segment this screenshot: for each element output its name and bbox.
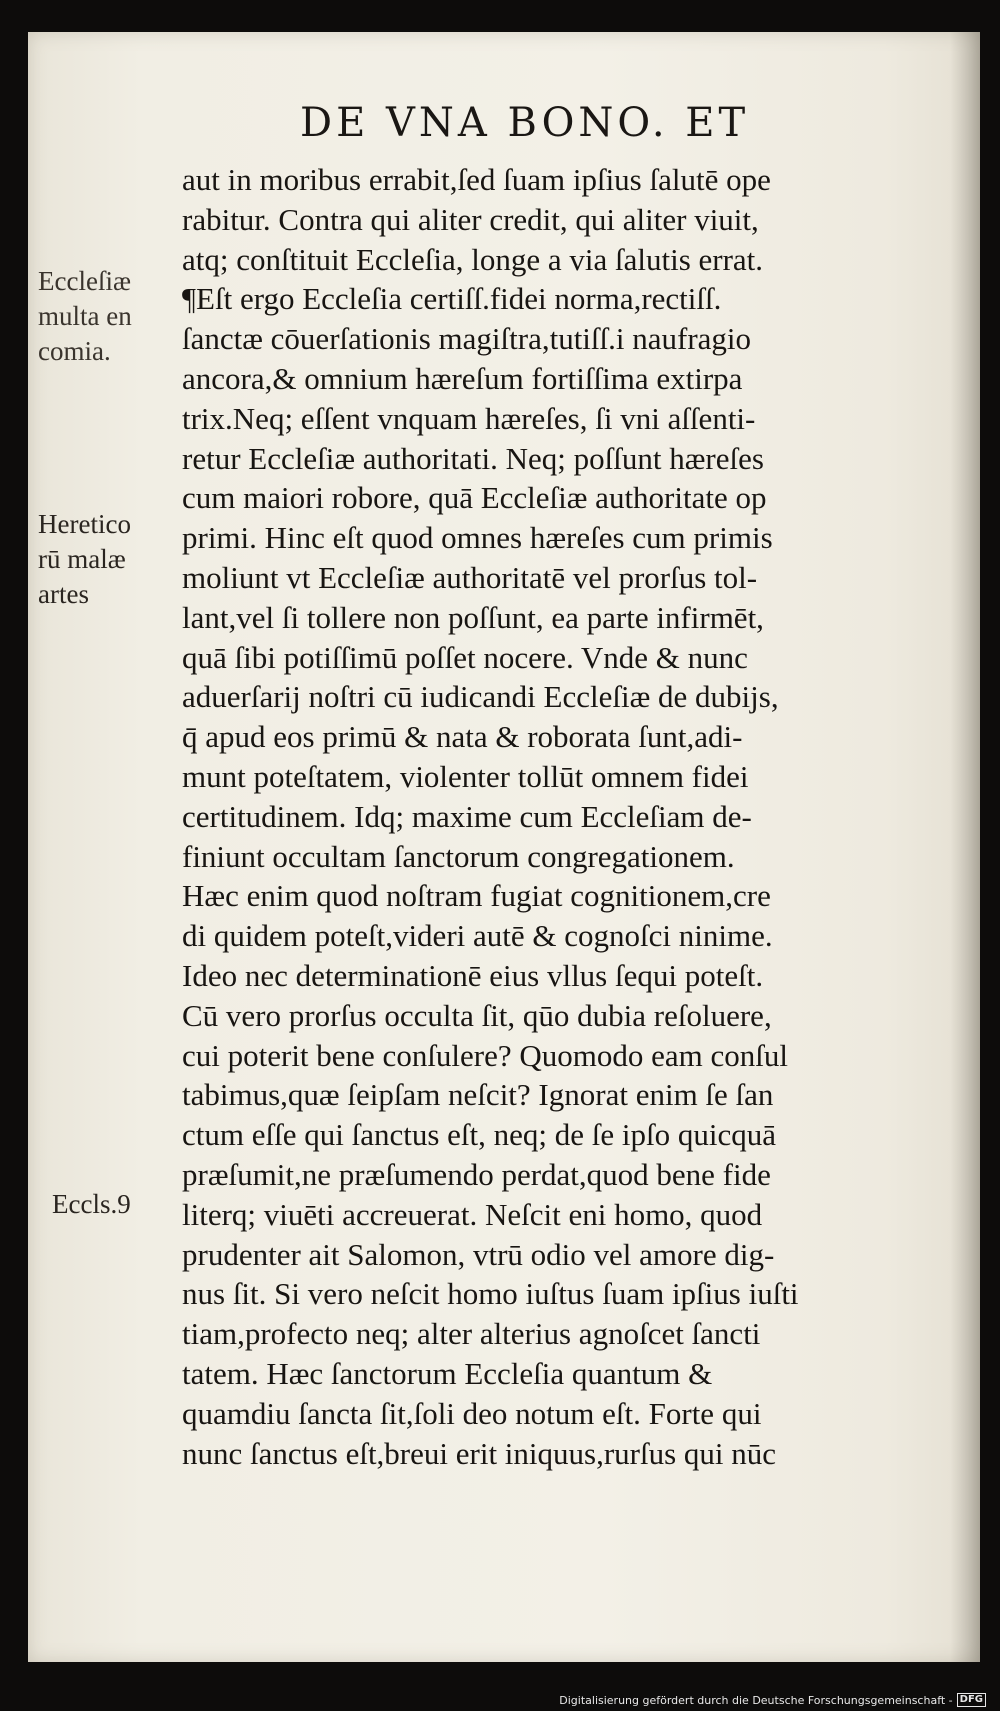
text-line: certitudinem. Idq; maxime cum Eccleſiam de- xyxy=(182,798,752,834)
text-line: nunc ſanctus eſt,breui erit iniquus,rurſus qui nūc xyxy=(182,1435,777,1471)
margin-note-line: comia. xyxy=(38,336,111,366)
margin-note-line: Eccleſiæ xyxy=(38,266,131,296)
margin-note-line: rū malæ xyxy=(38,544,126,574)
text-line: tabimus,quæ ſeipſam neſcit? Ignorat enim ſe ſan xyxy=(182,1077,774,1113)
text-line: nus ſit. Si vero neſcit homo iuſtus ſuam ipſius iuſti xyxy=(182,1276,799,1312)
text-line: munt poteſtatem, violenter tollūt omnem fidei xyxy=(182,758,749,794)
margin-note-line: artes xyxy=(38,579,89,609)
text-line: quā ſibi potiſſimū poſſet nocere. Vnde & nunc xyxy=(182,639,748,675)
text-line: di quidem poteſt,videri autē & cognoſci ninime. xyxy=(182,918,773,954)
text-line: præſumit,ne præſumendo perdat,quod bene fide xyxy=(182,1156,771,1192)
margin-note-eccls xyxy=(52,1187,192,1222)
text-line: cum maiori robore, quā Eccleſiæ authoritate op xyxy=(182,480,767,516)
footer-text: Digitalisierung gefördert durch die Deutsche Forschungsgemeinschaft - xyxy=(559,1693,953,1707)
text-line: primi. Hinc eſt quod omnes hæreſes cum primis xyxy=(182,520,773,556)
text-line: literq; viuēti accreuerat. Neſcit eni homo, quod xyxy=(182,1196,763,1232)
text-line: moliunt vt Eccleſiæ authoritatē vel prorſus tol- xyxy=(182,559,758,595)
margin-note-line: multa en xyxy=(38,301,132,331)
text-line: Cū vero prorſus occulta ſit, qūo dubia reſoluere, xyxy=(182,997,772,1033)
margin-note-line: Heretico xyxy=(38,509,131,539)
text-line: cui poterit bene conſulere? Quomodo eam conſul xyxy=(182,1037,789,1073)
running-head: DE VNA BONO. ET xyxy=(300,100,750,146)
digitization-footer xyxy=(559,1693,986,1707)
text-line: ¶Eſt ergo Eccleſia certiſſ.fidei norma,rectiſſ. xyxy=(182,281,722,317)
text-line: tatem. Hæc ſanctorum Eccleſia quantum & xyxy=(182,1355,713,1391)
text-line: rabitur. Contra qui aliter credit, qui aliter viuit, xyxy=(182,201,759,237)
text-line: quamdiu ſancta ſit,ſoli deo notum eſt. Forte qui xyxy=(182,1395,762,1431)
margin-note-line: Eccls.9 xyxy=(52,1189,131,1219)
text-line: tiam,profecto neq; alter alterius agnoſcet ſancti xyxy=(182,1316,761,1352)
text-line: aduerſarij noſtri cū iudicandi Eccleſiæ de dubijs, xyxy=(182,679,779,715)
text-line: ancora,& omnium hæreſum fortiſſima extirpa xyxy=(182,360,743,396)
text-line: trix.Neq; eſſent vnquam hæreſes, ſi vni aſſenti- xyxy=(182,400,756,436)
text-line: q̄ apud eos primū & nata & roborata ſunt,adi- xyxy=(182,719,743,755)
dfg-logo: DFG xyxy=(957,1693,986,1707)
body-text xyxy=(182,160,912,1473)
margin-note-heretici xyxy=(38,507,178,612)
text-line: ſanctæ cōuerſationis magiſtra,tutiſſ.i naufragio xyxy=(182,321,752,357)
text-line: prudenter ait Salomon, vtrū odio vel amore dig- xyxy=(182,1236,775,1272)
margin-note-ecclesiae xyxy=(38,264,178,369)
text-line: finiunt occultam ſanctorum congregationem. xyxy=(182,838,735,874)
text-line: ctum eſſe qui ſanctus eſt, neq; de ſe ipſo quicquā xyxy=(182,1117,776,1153)
text-line: aut in moribus errabit,ſed ſuam ipſius ſalutē ope xyxy=(182,162,771,197)
text-line: Hæc enim quod noſtram fugiat cognitionem,cre xyxy=(182,878,771,914)
text-line: retur Eccleſiæ authoritati. Neq; poſſunt hæreſes xyxy=(182,440,764,476)
text-line: atq; conſtituit Eccleſia, longe a via ſalutis errat. xyxy=(182,241,764,277)
text-line: lant,vel ſi tollere non poſſunt, ea parte infirmēt, xyxy=(182,599,764,635)
text-line: Ideo nec determinationē eius vllus ſequi poteſt. xyxy=(182,957,764,993)
